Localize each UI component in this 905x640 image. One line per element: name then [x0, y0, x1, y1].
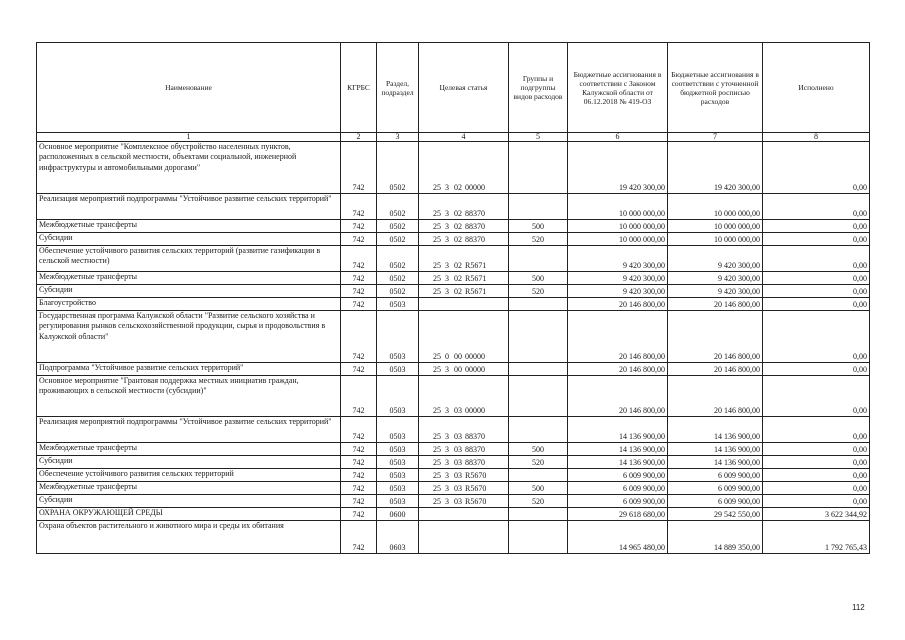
row-refined-amount: 14 136 900,00	[668, 417, 763, 443]
target-code-part: 25	[433, 235, 441, 244]
target-code-part: 3	[445, 432, 449, 441]
row-refined-amount: 20 146 800,00	[668, 311, 763, 363]
column-number: 1	[37, 133, 341, 142]
row-section: 0502	[377, 142, 419, 194]
target-code-part: 88370	[465, 458, 485, 467]
table-row	[37, 469, 870, 482]
target-code-part: 25	[433, 445, 441, 454]
table-row	[37, 482, 870, 495]
target-code-part: R5671	[465, 287, 487, 296]
row-group	[509, 469, 568, 482]
row-group	[509, 521, 568, 554]
table-row	[37, 456, 870, 469]
row-group: 500	[509, 272, 568, 285]
row-executed-amount: 3 622 344,92	[763, 508, 870, 521]
row-refined-amount: 20 146 800,00	[668, 376, 763, 417]
target-code-part: 25	[433, 209, 441, 218]
target-code-part: 03	[454, 484, 462, 493]
row-target	[419, 376, 509, 417]
row-refined-amount: 10 000 000,00	[668, 194, 763, 220]
target-code-part: 02	[454, 222, 462, 231]
header-executed: Исполнено	[763, 43, 870, 133]
page-number: 112	[852, 603, 865, 612]
row-kgrbs: 742	[341, 220, 377, 233]
header-refined: Бюджетные ассигнования в соответствии с уточненной бюджетной росписью расходов	[668, 43, 763, 133]
row-name: Межбюджетные трансферты	[37, 272, 341, 285]
target-code-part: 25	[433, 458, 441, 467]
target-code-part: 25	[433, 274, 441, 283]
table-row	[37, 285, 870, 298]
row-section: 0603	[377, 521, 419, 554]
row-name: ОХРАНА ОКРУЖАЮЩЕЙ СРЕДЫ	[37, 508, 341, 521]
target-code-part: 00000	[465, 365, 485, 374]
row-target	[419, 363, 509, 376]
row-law-amount: 19 420 300,00	[568, 142, 668, 194]
header-kgrbs: КГРБС	[341, 43, 377, 133]
target-code-part: 25	[433, 471, 441, 480]
row-executed-amount: 0,00	[763, 220, 870, 233]
table-row	[37, 443, 870, 456]
header-name: Наименование	[37, 43, 341, 133]
target-code-part: 3	[445, 458, 449, 467]
row-target	[419, 469, 509, 482]
target-code-part: 3	[445, 484, 449, 493]
target-code-part: 3	[445, 445, 449, 454]
row-executed-amount: 0,00	[763, 194, 870, 220]
row-group	[509, 142, 568, 194]
table-row	[37, 376, 870, 417]
row-refined-amount: 20 146 800,00	[668, 298, 763, 311]
row-target	[419, 272, 509, 285]
row-refined-amount: 14 136 900,00	[668, 456, 763, 469]
row-target	[419, 495, 509, 508]
row-kgrbs: 742	[341, 298, 377, 311]
row-refined-amount: 6 009 900,00	[668, 495, 763, 508]
row-refined-amount: 10 000 000,00	[668, 220, 763, 233]
header-row	[37, 43, 870, 133]
target-code-part: R5670	[465, 484, 487, 493]
target-code-part: 02	[454, 261, 462, 270]
column-number: 4	[419, 133, 509, 142]
row-refined-amount: 9 420 300,00	[668, 272, 763, 285]
row-name: Государственная программа Калужской области "Развитие сельского хозяйства и регулирования рынков сельскохозяйственной продукции, сырья и продовольствия в Калужской области"	[37, 311, 341, 363]
row-kgrbs: 742	[341, 376, 377, 417]
row-executed-amount: 0,00	[763, 246, 870, 272]
row-kgrbs: 742	[341, 456, 377, 469]
target-code-part: 3	[445, 261, 449, 270]
row-executed-amount: 0,00	[763, 495, 870, 508]
target-code-part: 03	[454, 445, 462, 454]
target-code-part: 02	[454, 274, 462, 283]
row-kgrbs: 742	[341, 285, 377, 298]
row-executed-amount: 1 792 765,43	[763, 521, 870, 554]
row-executed-amount: 0,00	[763, 363, 870, 376]
row-kgrbs: 742	[341, 508, 377, 521]
row-kgrbs: 742	[341, 521, 377, 554]
row-name: Межбюджетные трансферты	[37, 482, 341, 495]
target-code-part: 25	[433, 183, 441, 192]
target-code-part: 3	[445, 497, 449, 506]
table-row	[37, 495, 870, 508]
row-section: 0503	[377, 363, 419, 376]
row-group	[509, 194, 568, 220]
target-code-part: 3	[445, 287, 449, 296]
header-law: Бюджетные ассигнования в соответствии с Законом Калужской области от 06.12.2018 № 419-ОЗ	[568, 43, 668, 133]
row-target	[419, 417, 509, 443]
row-refined-amount: 14 136 900,00	[668, 443, 763, 456]
row-kgrbs: 742	[341, 482, 377, 495]
row-executed-amount: 0,00	[763, 233, 870, 246]
row-law-amount: 9 420 300,00	[568, 285, 668, 298]
target-code-part: 02	[454, 183, 462, 192]
row-executed-amount: 0,00	[763, 311, 870, 363]
budget-table	[36, 42, 870, 554]
row-name: Подпрограмма "Устойчивое развитие сельских территорий"	[37, 363, 341, 376]
target-code-part: R5670	[465, 471, 487, 480]
row-target	[419, 194, 509, 220]
target-code-part: 03	[454, 458, 462, 467]
row-refined-amount: 9 420 300,00	[668, 246, 763, 272]
row-section: 0503	[377, 482, 419, 495]
table-row	[37, 233, 870, 246]
target-code-part: 25	[433, 287, 441, 296]
row-law-amount: 6 009 900,00	[568, 495, 668, 508]
row-executed-amount: 0,00	[763, 482, 870, 495]
row-section: 0600	[377, 508, 419, 521]
table-row	[37, 246, 870, 272]
header-section: Раздел, подраздел	[377, 43, 419, 133]
row-group: 500	[509, 220, 568, 233]
row-kgrbs: 742	[341, 443, 377, 456]
row-target	[419, 220, 509, 233]
row-kgrbs: 742	[341, 311, 377, 363]
row-kgrbs: 742	[341, 272, 377, 285]
row-group: 500	[509, 482, 568, 495]
row-section: 0502	[377, 246, 419, 272]
header-groups: Группы и подгруппы видов расходов	[509, 43, 568, 133]
table-row	[37, 508, 870, 521]
target-code-part: 03	[454, 497, 462, 506]
row-executed-amount: 0,00	[763, 443, 870, 456]
row-refined-amount: 20 146 800,00	[668, 363, 763, 376]
target-code-part: 3	[445, 183, 449, 192]
target-code-part: 03	[454, 406, 462, 415]
row-executed-amount: 0,00	[763, 298, 870, 311]
column-number: 2	[341, 133, 377, 142]
row-kgrbs: 742	[341, 469, 377, 482]
target-code-part: 25	[433, 261, 441, 270]
row-name: Реализация мероприятий подпрограммы "Устойчивое развитие сельских территорий"	[37, 194, 341, 220]
target-code-part: 88370	[465, 432, 485, 441]
row-group	[509, 363, 568, 376]
row-kgrbs: 742	[341, 495, 377, 508]
row-section: 0503	[377, 311, 419, 363]
table-row	[37, 417, 870, 443]
target-code-part: R5671	[465, 274, 487, 283]
row-name: Обеспечение устойчивого развития сельских территорий	[37, 469, 341, 482]
target-code-part: 3	[445, 365, 449, 374]
column-number: 5	[509, 133, 568, 142]
row-group	[509, 508, 568, 521]
row-section: 0502	[377, 194, 419, 220]
row-law-amount: 6 009 900,00	[568, 482, 668, 495]
row-name: Основное мероприятие "Грантовая поддержка местных инициатив граждан, проживающих в сельской местности (субсидии)"	[37, 376, 341, 417]
row-law-amount: 6 009 900,00	[568, 469, 668, 482]
row-section: 0503	[377, 376, 419, 417]
row-law-amount: 14 136 900,00	[568, 417, 668, 443]
row-law-amount: 20 146 800,00	[568, 311, 668, 363]
row-name: Благоустройство	[37, 298, 341, 311]
table-row	[37, 142, 870, 194]
table-row	[37, 363, 870, 376]
column-number-row	[37, 133, 870, 142]
target-code-part: 02	[454, 287, 462, 296]
table-row	[37, 272, 870, 285]
target-code-part: 88370	[465, 209, 485, 218]
row-name: Субсидии	[37, 285, 341, 298]
target-code-part: 25	[433, 352, 441, 361]
row-refined-amount: 6 009 900,00	[668, 469, 763, 482]
row-section: 0502	[377, 233, 419, 246]
target-code-part: 88370	[465, 222, 485, 231]
row-section: 0503	[377, 469, 419, 482]
row-target	[419, 285, 509, 298]
row-section: 0503	[377, 298, 419, 311]
row-name: Межбюджетные трансферты	[37, 443, 341, 456]
table-row	[37, 521, 870, 554]
row-law-amount: 10 000 000,00	[568, 220, 668, 233]
target-code-part: 3	[445, 235, 449, 244]
target-code-part: 3	[445, 471, 449, 480]
row-executed-amount: 0,00	[763, 417, 870, 443]
row-target	[419, 311, 509, 363]
target-code-part: 25	[433, 222, 441, 231]
row-group	[509, 417, 568, 443]
row-target	[419, 443, 509, 456]
row-executed-amount: 0,00	[763, 142, 870, 194]
target-code-part: R5670	[465, 497, 487, 506]
row-law-amount: 10 000 000,00	[568, 233, 668, 246]
row-group	[509, 246, 568, 272]
target-code-part: 3	[445, 222, 449, 231]
row-executed-amount: 0,00	[763, 285, 870, 298]
row-refined-amount: 10 000 000,00	[668, 233, 763, 246]
column-number: 6	[568, 133, 668, 142]
row-executed-amount: 0,00	[763, 272, 870, 285]
row-target	[419, 298, 509, 311]
row-name: Субсидии	[37, 495, 341, 508]
row-target	[419, 246, 509, 272]
target-code-part: 3	[445, 209, 449, 218]
column-number: 7	[668, 133, 763, 142]
row-law-amount: 14 136 900,00	[568, 456, 668, 469]
target-code-part: 88370	[465, 235, 485, 244]
row-section: 0503	[377, 417, 419, 443]
row-law-amount: 14 965 480,00	[568, 521, 668, 554]
row-group: 520	[509, 285, 568, 298]
target-code-part: 00	[454, 365, 462, 374]
column-number: 3	[377, 133, 419, 142]
target-code-part: 00000	[465, 183, 485, 192]
row-kgrbs: 742	[341, 246, 377, 272]
row-target	[419, 521, 509, 554]
row-law-amount: 20 146 800,00	[568, 298, 668, 311]
row-group: 520	[509, 456, 568, 469]
target-code-part: 00000	[465, 352, 485, 361]
row-section: 0503	[377, 456, 419, 469]
row-kgrbs: 742	[341, 233, 377, 246]
target-code-part: 25	[433, 497, 441, 506]
row-name: Межбюджетные трансферты	[37, 220, 341, 233]
row-section: 0503	[377, 443, 419, 456]
row-section: 0502	[377, 272, 419, 285]
row-name: Основное мероприятие "Комплексное обустройство населенных пунктов, расположенных в сельской местности, объектами социальной, инженерной инфраструктуры и автомобильными дорогами"	[37, 142, 341, 194]
target-code-part: 3	[445, 274, 449, 283]
row-refined-amount: 14 889 350,00	[668, 521, 763, 554]
target-code-part: 03	[454, 432, 462, 441]
row-kgrbs: 742	[341, 142, 377, 194]
table-row	[37, 311, 870, 363]
target-code-part: 00	[454, 352, 462, 361]
target-code-part: 25	[433, 484, 441, 493]
row-target	[419, 508, 509, 521]
target-code-part: R5671	[465, 261, 487, 270]
row-name: Субсидии	[37, 456, 341, 469]
row-law-amount: 10 000 000,00	[568, 194, 668, 220]
row-law-amount: 20 146 800,00	[568, 376, 668, 417]
row-law-amount: 9 420 300,00	[568, 272, 668, 285]
row-group	[509, 311, 568, 363]
row-refined-amount: 29 542 550,00	[668, 508, 763, 521]
row-group: 520	[509, 233, 568, 246]
target-code-part: 3	[445, 406, 449, 415]
target-code-part: 02	[454, 209, 462, 218]
row-section: 0503	[377, 495, 419, 508]
row-law-amount: 14 136 900,00	[568, 443, 668, 456]
row-refined-amount: 19 420 300,00	[668, 142, 763, 194]
target-code-part: 02	[454, 235, 462, 244]
row-refined-amount: 9 420 300,00	[668, 285, 763, 298]
row-section: 0502	[377, 285, 419, 298]
row-target	[419, 482, 509, 495]
table-row	[37, 194, 870, 220]
row-law-amount: 29 618 680,00	[568, 508, 668, 521]
row-refined-amount: 6 009 900,00	[668, 482, 763, 495]
table-body	[37, 142, 870, 554]
target-code-part: 25	[433, 406, 441, 415]
row-target	[419, 233, 509, 246]
column-number: 8	[763, 133, 870, 142]
row-group: 500	[509, 443, 568, 456]
row-name: Реализация мероприятий подпрограммы "Устойчивое развитие сельских территорий"	[37, 417, 341, 443]
target-code-part: 25	[433, 365, 441, 374]
target-code-part: 25	[433, 432, 441, 441]
row-kgrbs: 742	[341, 417, 377, 443]
row-kgrbs: 742	[341, 363, 377, 376]
row-executed-amount: 0,00	[763, 376, 870, 417]
target-code-part: 03	[454, 471, 462, 480]
row-law-amount: 9 420 300,00	[568, 246, 668, 272]
row-kgrbs: 742	[341, 194, 377, 220]
row-target	[419, 142, 509, 194]
row-law-amount: 20 146 800,00	[568, 363, 668, 376]
row-target	[419, 456, 509, 469]
row-name: Субсидии	[37, 233, 341, 246]
row-group	[509, 298, 568, 311]
target-code-part: 88370	[465, 445, 485, 454]
row-group	[509, 376, 568, 417]
table-row	[37, 298, 870, 311]
row-name: Обеспечение устойчивого развития сельских территорий (развитие газификации в сельской местности)	[37, 246, 341, 272]
row-executed-amount: 0,00	[763, 469, 870, 482]
row-group: 520	[509, 495, 568, 508]
row-executed-amount: 0,00	[763, 456, 870, 469]
table-row	[37, 220, 870, 233]
row-name: Охрана объектов растительного и животного мира и среды их обитания	[37, 521, 341, 554]
header-target: Целевая статья	[419, 43, 509, 133]
target-code-part: 00000	[465, 406, 485, 415]
row-section: 0502	[377, 220, 419, 233]
target-code-part: 0	[445, 352, 449, 361]
